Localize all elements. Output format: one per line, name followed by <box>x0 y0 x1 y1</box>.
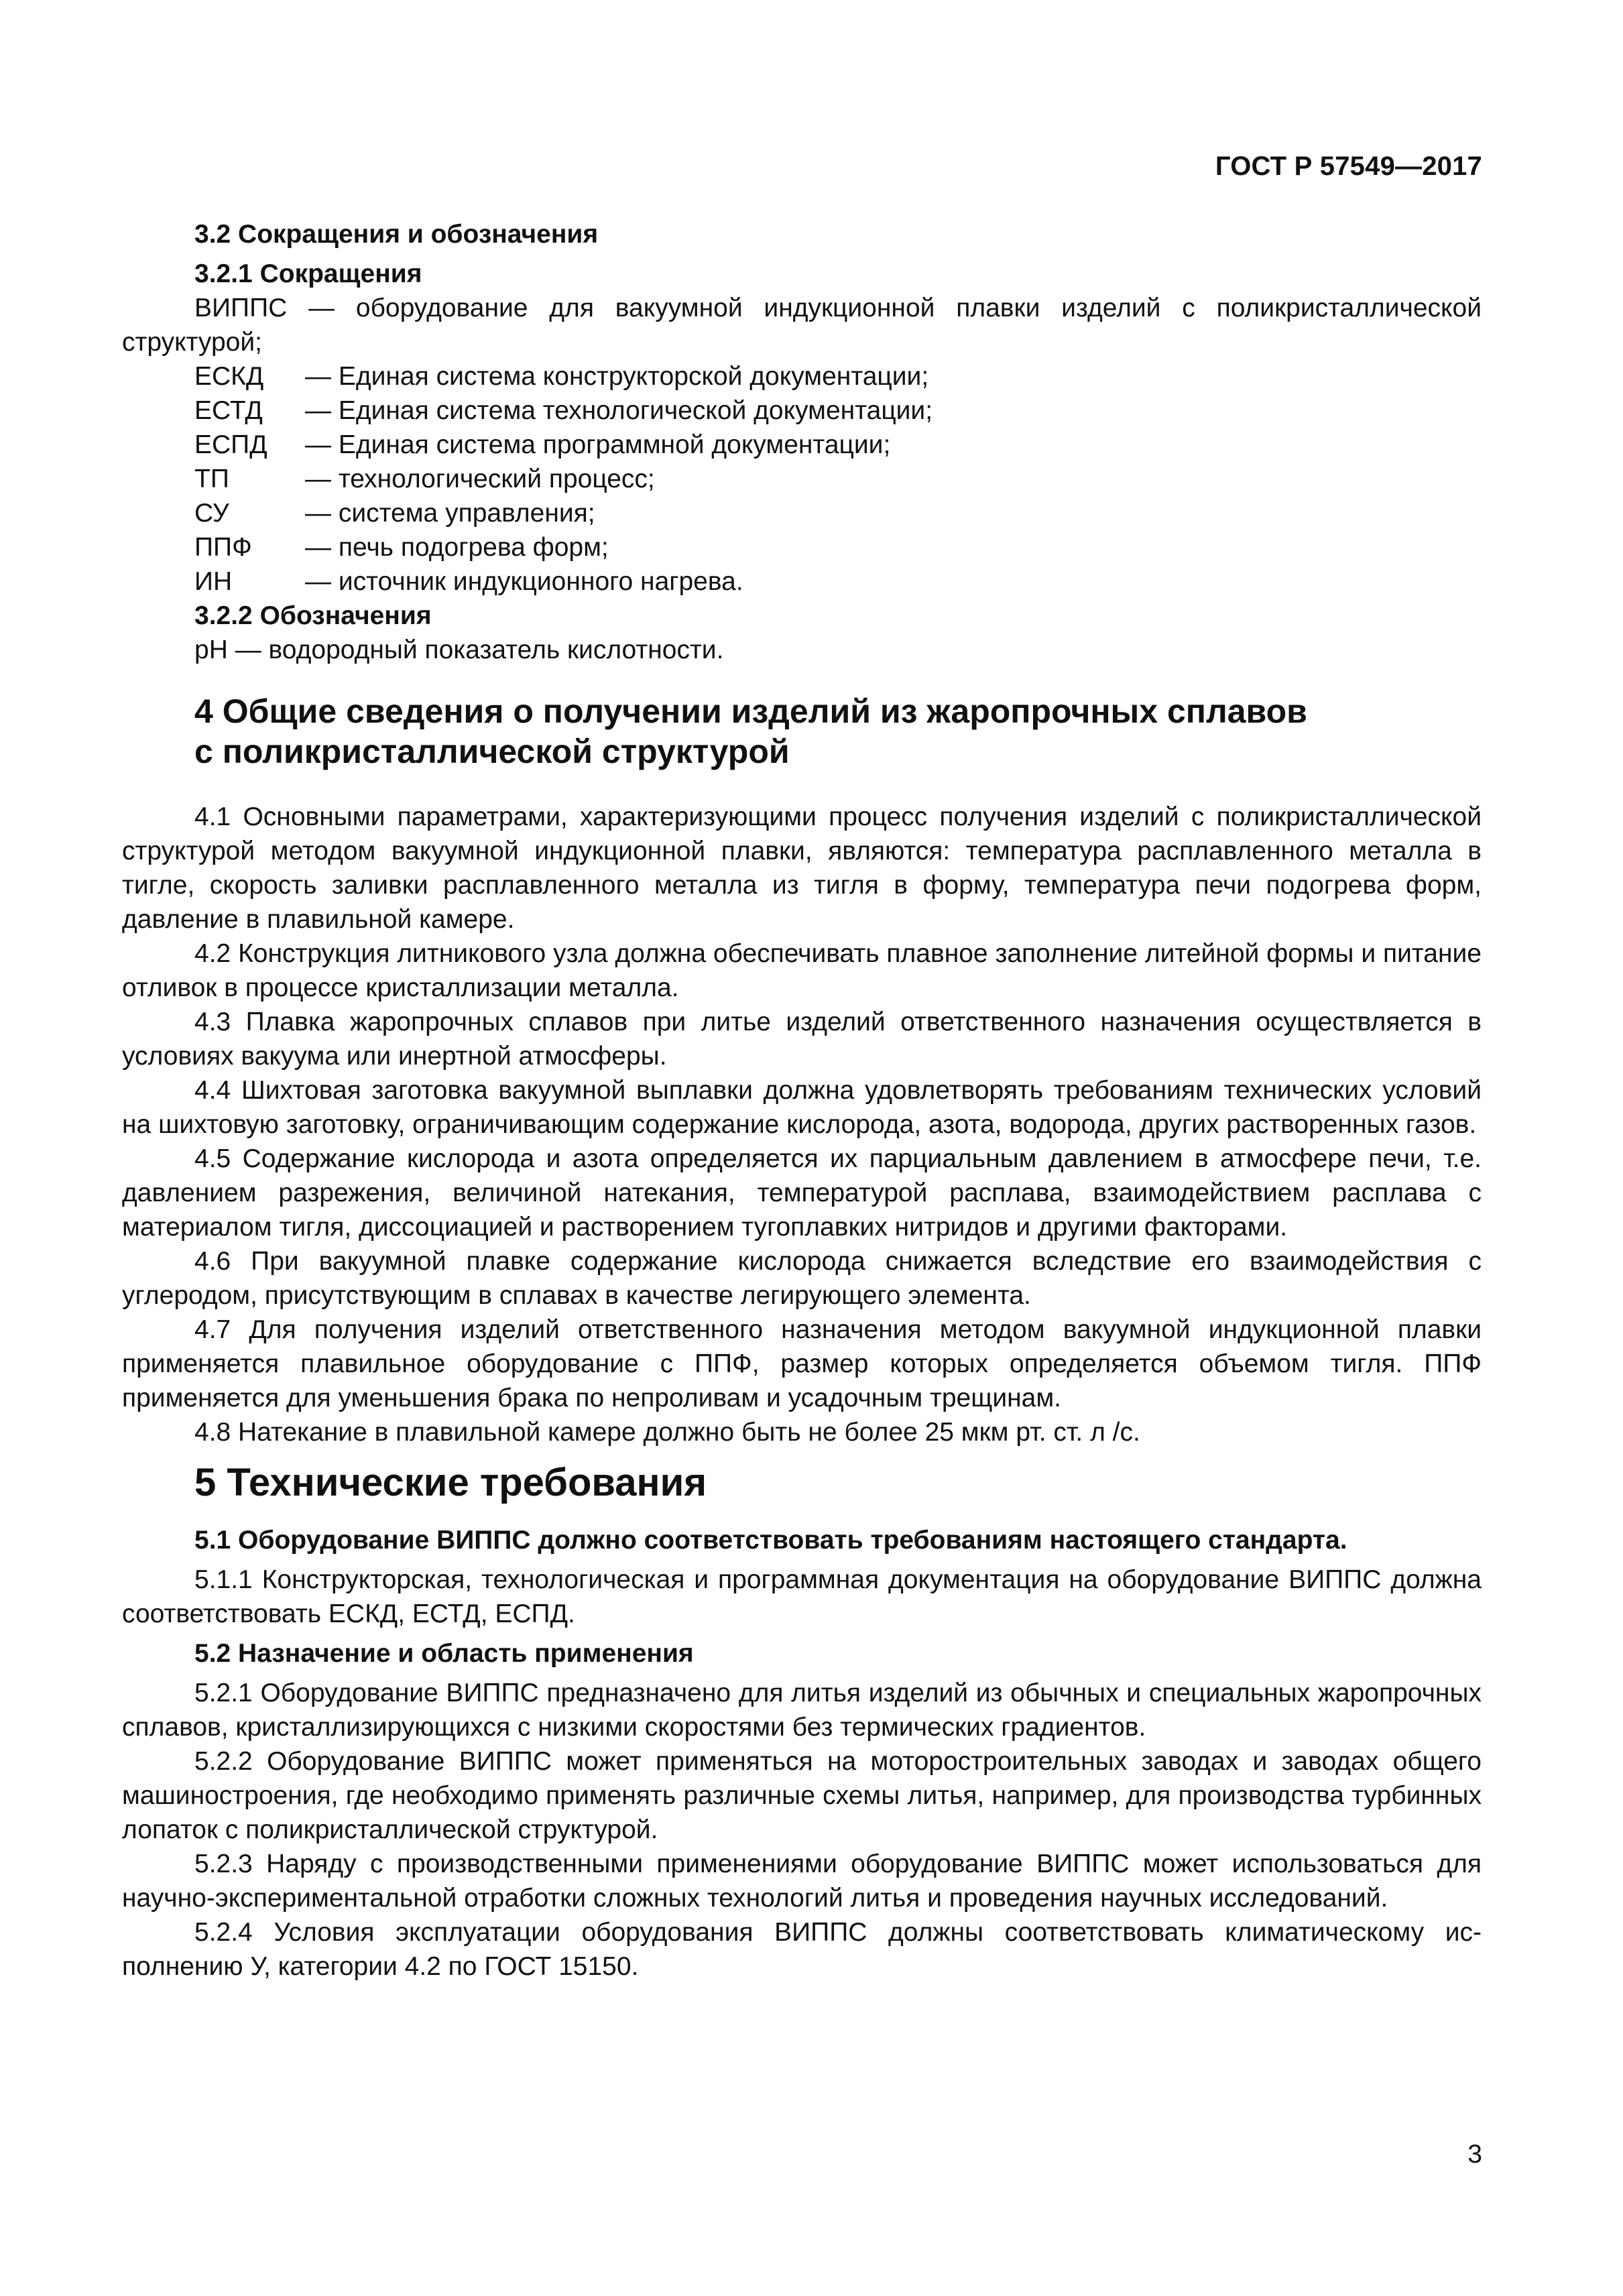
paragraph-5-1-1: 5.1.1 Конструкторская, технологическая и программная документация на оборудование ВИППС должна соответствовать ЕСКД, ЕСТД, ЕСПД. <box>122 1565 1482 1628</box>
paragraph-5-2-1: 5.2.1 Оборудование ВИППС предназначено для литья изделий из обычных и специальных жаропрочных сплавов, кристаллизирующихся с низкими скоростями без термических градиентов. <box>122 1679 1482 1742</box>
abbreviation-item <box>194 530 1482 564</box>
abbreviation-vipps: ВИППС — оборудование для вакуумной индукционной плавки изделий с поликристаллической структурой; <box>122 294 1482 357</box>
abbreviation-description: — Единая система конструкторской документации; <box>305 362 929 391</box>
abbreviation-item <box>194 359 1482 394</box>
abbreviation-term: СУ <box>194 499 229 528</box>
abbreviation-item <box>194 564 1482 599</box>
paragraph-4-7: 4.7 Для получения изделий ответственного назначения методом вакуумной индукционной плавки применяется плавильное оборудование с ППФ, размер которых определяется объемом тигля. ППФ применяется для уменьшения брака по непроливам и усадочным трещинам. <box>122 1315 1482 1412</box>
paragraph-5-2-3: 5.2.3 Наряду с производственными применениями оборудование ВИППС может использоваться для научно-экспериментальной отработки сложных технологий литья и проведения научных исследований. <box>122 1850 1482 1913</box>
section-3-2-title: 3.2 Сокращения и обозначения <box>194 220 599 249</box>
paragraph-5-2-2: 5.2.2 Оборудование ВИППС может применяться на моторостроительных заводах и заводах общего машиностроения, где необходимо применять различные схемы литья, например, для производства турбинных лопаток с поликристаллической структурой. <box>122 1747 1482 1844</box>
abbreviation-item <box>194 428 1482 462</box>
abbreviation-term: ТП <box>194 465 229 493</box>
section-4-title-line-1: 4 Общие сведения о получении изделий из жаропрочных сплавов <box>194 692 1307 730</box>
section-4-title <box>122 691 1482 772</box>
section-3-2-1-title: 3.2.1 Сокращения <box>194 259 422 288</box>
abbreviation-item <box>194 496 1482 530</box>
designation-ph: pH — водородный показатель кислотности. <box>194 636 724 664</box>
abbreviation-description: — Единая система программной документации; <box>305 430 891 459</box>
page-number: 3 <box>1467 2140 1482 2169</box>
abbreviation-term: ППФ <box>194 533 252 562</box>
abbreviation-item <box>194 394 1482 428</box>
abbreviation-description: — печь подогрева форм; <box>305 533 609 562</box>
paragraph-4-6: 4.6 При вакуумной плавке содержание кислорода снижается вследствие его взаимодействия с углеродом, присутствующим в сплавах в качестве легирующего элемента. <box>122 1247 1482 1310</box>
paragraph-4-3: 4.3 Плавка жаропрочных сплавов при литье изделий ответственного назначения осуществляется в условиях вакуума или инертной атмосферы. <box>122 1008 1482 1071</box>
abbreviation-term: ИН <box>194 567 233 596</box>
section-5-1-title: 5.1 Оборудование ВИППС должно соответствовать требованиям настоящего стандарта. <box>194 1526 1347 1555</box>
page-content <box>122 217 1482 1984</box>
abbreviation-term: ЕСПД <box>194 430 267 459</box>
abbreviation-list <box>122 359 1482 599</box>
abbreviation-description: — Единая система технологической документации; <box>305 396 933 425</box>
abbreviation-item <box>194 462 1482 496</box>
abbreviation-description: — технологический процесс; <box>305 465 655 493</box>
abbreviation-description: — система управления; <box>305 499 595 528</box>
paragraph-5-2-4: 5.2.4 Условия эксплуатации оборудования ВИППС должны соответствовать климатическому исполнению У, категории 4.2 по ГОСТ 15150. <box>122 1918 1482 1981</box>
paragraph-4-2: 4.2 Конструкция литникового узла должна обеспечивать плавное заполнение литейной формы и питание отливок в процессе кристаллизации металла. <box>122 939 1482 1002</box>
section-3-2-2-title: 3.2.2 Обозначения <box>194 601 432 630</box>
document-code: ГОСТ Р 57549—2017 <box>1215 152 1482 181</box>
section-4-title-line-2: с поликристаллической структурой <box>194 733 790 770</box>
paragraph-4-5: 4.5 Содержание кислорода и азота определяется их парциальным давлением в атмосфере печи, т.е. давлением разрежения, величиной натекания, температурой расплава, взаимодействием расплава с материалом тигля, диссоциацией и растворением тугоплавких нитридов и другими факторами. <box>122 1144 1482 1242</box>
section-5-2-title: 5.2 Назначение и область применения <box>194 1639 694 1668</box>
abbreviation-term: ЕСКД <box>194 362 264 391</box>
paragraph-4-1: 4.1 Основными параметрами, характеризующими процесс получения изделий с поликристаллической структурой методом вакуумной индукционной плавки, являются: температура расплавленного металла в тигле, скорость заливки расплавленного металла из тигля в форму, температура печи подогрева форм, давление в плавильной камере. <box>122 802 1482 934</box>
paragraph-4-8: 4.8 Натекание в плавильной камере должно быть не более 25 мкм рт. ст. л /с. <box>194 1418 1140 1447</box>
abbreviation-description: — источник индукционного нагрева. <box>305 567 743 596</box>
section-5-title: 5 Технические требования <box>194 1461 707 1504</box>
paragraph-4-4: 4.4 Шихтовая заготовка вакуумной выплавки должна удовлетворять требованиям технических условий на шихтовую заготовку, ограничивающим содержание кислорода, азота, водорода, других растворенных газов. <box>122 1076 1482 1139</box>
abbreviation-term: ЕСТД <box>194 396 263 425</box>
